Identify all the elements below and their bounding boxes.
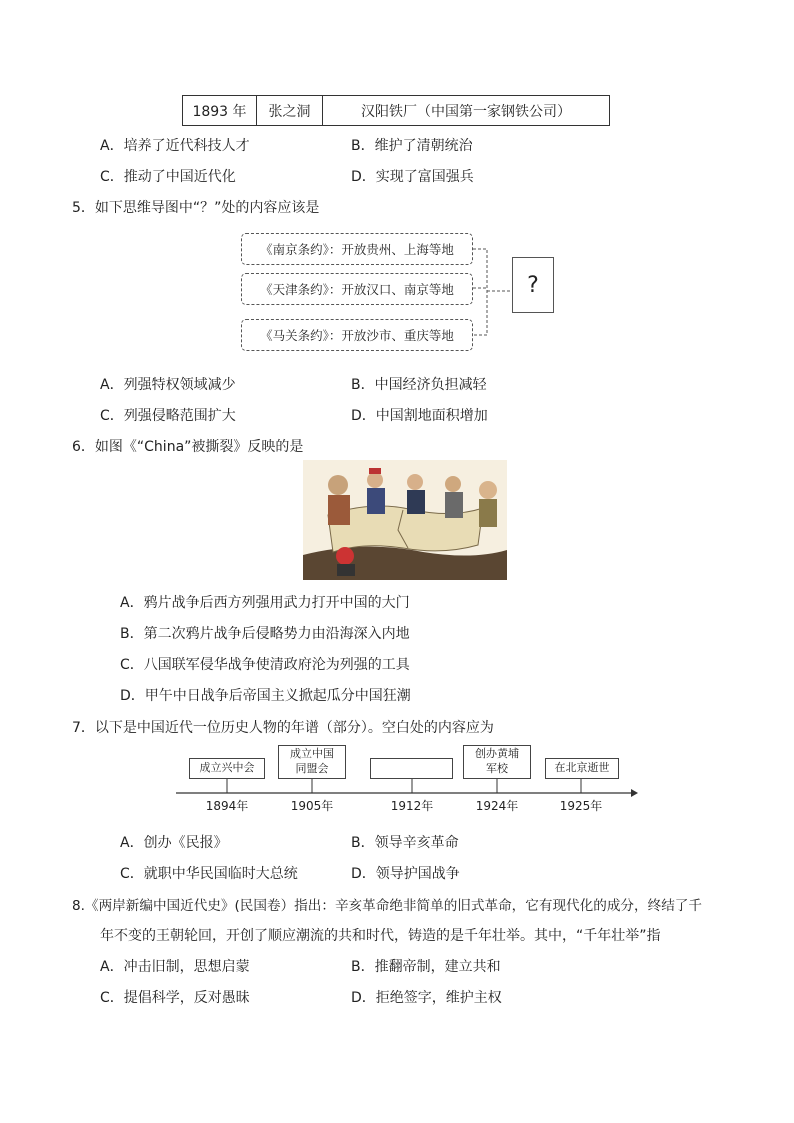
q4-option-c[interactable]: C．推动了中国近代化 [100,169,236,185]
timeline-event-1912-blank [370,758,453,779]
mindmap-item-nanjing: 《南京条约》：开放贵州、上海等地 [241,233,473,265]
q6-option-c[interactable]: C．八国联军侵华战争使清政府沦为列强的工具 [120,657,410,673]
timeline-event-1894: 成立兴中会 [189,758,265,779]
q5-option-a[interactable]: A．列强特权领域减少 [100,377,236,393]
q5-option-b[interactable]: B．中国经济负担减轻 [351,377,487,393]
q8-stem-line2: 年不变的王朝轮回，开创了顺应潮流的共和时代，铸造的是千年壮举。其中，“千年壮举”指 [100,928,661,944]
q8-option-a[interactable]: A．冲击旧制，思想启蒙 [100,959,250,975]
timeline-year-1925: 1925年 [559,799,603,813]
q8-option-b[interactable]: B．推翻帝制，建立共和 [351,959,501,975]
info-table [182,95,610,126]
table-event: 汉阳铁厂（中国第一家钢铁公司） [361,103,571,120]
q7-option-c[interactable]: C．就职中华民国临时大总统 [120,866,298,882]
q7-option-a[interactable]: A．创办《民报》 [120,835,228,851]
table-year: 1893 年 [183,96,257,125]
q6-option-b[interactable]: B．第二次鸦片战争后侵略势力由沿海深入内地 [120,626,410,642]
timeline-year-1924: 1924年 [475,799,519,813]
q6-stem: 6．如图《“China”被撕裂》反映的是 [72,439,304,455]
q5-option-c[interactable]: C．列强侵略范围扩大 [100,408,236,424]
mindmap-unknown: ? [512,257,554,313]
q8-option-d[interactable]: D．拒绝签字，维护主权 [351,990,502,1006]
timeline-event-1925: 在北京逝世 [545,758,619,779]
q5-option-d[interactable]: D．中国割地面积增加 [351,408,488,424]
mindmap-bracket [473,240,513,340]
q7-option-d[interactable]: D．领导护国战争 [351,866,460,882]
cartoon-china-torn-image [303,460,507,580]
timeline-year-1905: 1905年 [290,799,334,813]
timeline-event-1924: 创办黄埔军校 [463,745,531,779]
mindmap-item-tianjin: 《天津条约》：开放汉口、南京等地 [241,273,473,305]
timeline-year-1894: 1894年 [205,799,249,813]
q8-option-c[interactable]: C．提倡科学，反对愚昧 [100,990,250,1006]
q7-option-b[interactable]: B．领导辛亥革命 [351,835,459,851]
timeline-year-1912: 1912年 [390,799,434,813]
q5-stem: 5．如下思维导图中“？”处的内容应该是 [72,200,320,216]
q6-option-a[interactable]: A．鸦片战争后西方列强用武力打开中国的大门 [120,595,410,611]
mindmap-item-maguan: 《马关条约》：开放沙市、重庆等地 [241,319,473,351]
q4-option-d[interactable]: D．实现了富国强兵 [351,169,474,185]
q6-option-d[interactable]: D．甲午中日战争后帝国主义掀起瓜分中国狂潮 [120,688,411,704]
table-person: 张之洞 [257,96,323,125]
q4-option-a[interactable]: A．培养了近代科技人才 [100,138,250,154]
timeline-event-1905: 成立中国同盟会 [278,745,346,779]
q4-option-b[interactable]: B．维护了清朝统治 [351,138,473,154]
q7-stem: 7．以下是中国近代一位历史人物的年谱（部分）。空白处的内容应为 [72,720,494,736]
q8-stem-line1: 8.《两岸新编中国近代史》(民国卷）指出：辛亥革命绝非简单的旧式革命，它有现代化的成分，终结了千 [72,898,702,914]
